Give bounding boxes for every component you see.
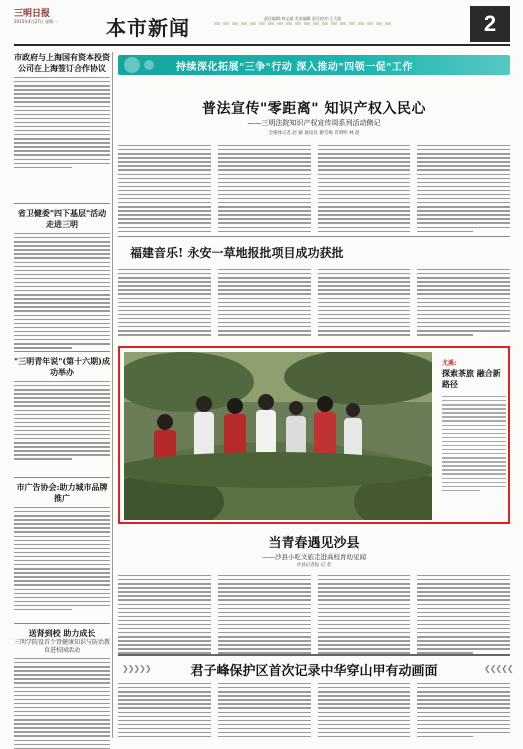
highlighted-feature-box: [118, 346, 510, 524]
article-body: [14, 381, 110, 460]
feature-label: 尤溪:: [442, 360, 457, 367]
main-byline: 全媒体记者 赵 颖 通讯员 谢雪梅 肖明明 林 晨: [268, 131, 360, 136]
left-story-5: [14, 620, 110, 749]
left-story-subtitle: 三明学院设首个肾健康知识与防治教育进校园活动: [14, 639, 111, 654]
campaign-banner: [118, 55, 510, 75]
left-story-4: [14, 474, 110, 613]
left-story-headline: 市政府与上海国有资本投资公司在上海签订合作协议: [14, 52, 110, 73]
main-subtitle: ——三明法院知识产权宣传周系列活动侧记: [247, 119, 381, 127]
left-column: [14, 52, 110, 738]
left-story-1: [14, 52, 110, 171]
story-divider: [118, 236, 510, 237]
third-subtitle: ——沙县小吃文旅走进高校育幼见闻: [262, 553, 366, 561]
issue-date: 2015年4月27日 星期一: [14, 19, 58, 24]
feature-title: 探索茶旅 融合新路径: [442, 368, 501, 389]
article-body: [14, 507, 110, 610]
left-story-headline: 省卫健委"四下基层"活动走进三明: [17, 208, 107, 229]
second-headline: 福建音乐! 永安一草地报批项目成功获批: [130, 246, 344, 260]
banner-text: 持续深化拓展"三争"行动 深入推动"四领一促"工作: [176, 62, 413, 73]
left-story-3: [14, 348, 110, 463]
column-divider: [112, 52, 113, 738]
footer-story-body: [118, 680, 510, 740]
third-byline: 沙县记者报 记 者: [296, 563, 332, 568]
decorative-pattern: [214, 22, 394, 25]
article-body: [14, 658, 110, 749]
header-rule: [14, 44, 510, 46]
main-story-body: [118, 142, 510, 235]
main-headline: 普法宣传"零距离" 知识产权入民心: [202, 101, 426, 117]
third-story-body: [118, 572, 510, 657]
chevron-decor-icon: ❯❯❯❯❯: [122, 664, 151, 673]
masthead: [14, 4, 510, 44]
section-title: 本市新闻: [106, 16, 190, 40]
third-headline: 当青春遇见沙县: [268, 536, 360, 551]
page-number: 2: [470, 6, 510, 42]
article-body: [14, 77, 110, 168]
footer-rule: [118, 654, 510, 656]
newspaper-logo: 三明日报: [14, 9, 51, 19]
chevron-decor-icon: ❮❮❮❮❮: [484, 664, 513, 673]
footer-headline: 君子峰保护区首次记录中华穿山甲有动画面: [190, 664, 438, 679]
feature-caption-body: [442, 396, 506, 494]
article-body: [14, 233, 110, 349]
left-story-headline: "三明青年说"(第十六期)成功举办: [14, 356, 110, 377]
editor-credits: 责任编辑:林文斌 美术编辑 责任校对:王大阳: [264, 16, 342, 21]
second-story-body: [118, 266, 510, 338]
tea-garden-photo: [124, 352, 432, 520]
left-story-headline: 市广告协会:助力城市品牌推广: [16, 482, 108, 503]
left-story-headline: 送肾到校 助力成长: [28, 628, 96, 638]
left-story-2: [14, 200, 110, 351]
